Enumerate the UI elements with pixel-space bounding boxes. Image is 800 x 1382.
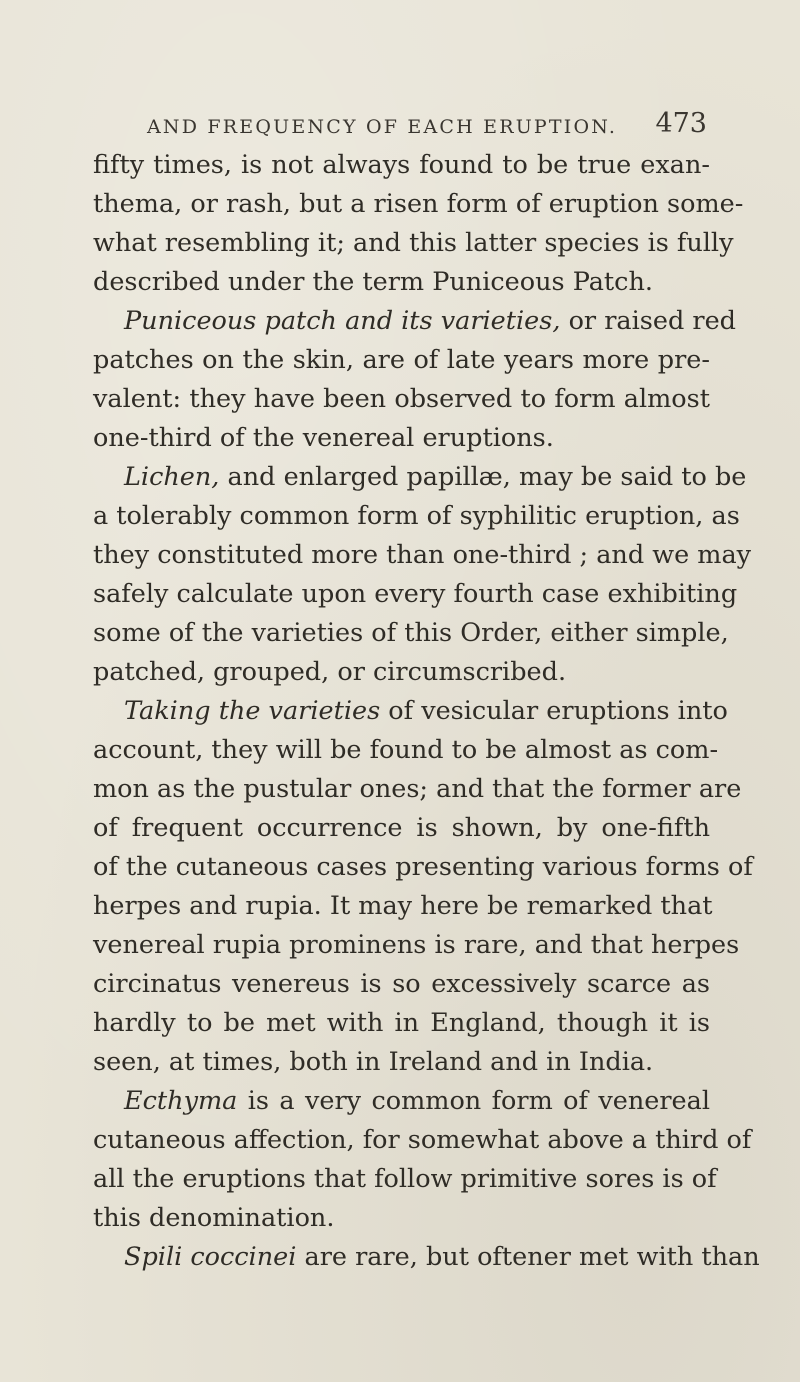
text-line: this denomination. <box>93 1203 335 1233</box>
text-line: seen, at times, both in Ireland and in India. <box>93 1047 654 1077</box>
text-line: mon as the pustular ones; and that the former are <box>93 774 742 804</box>
text-line: one-third of the venereal eruptions. <box>93 423 554 453</box>
text-line: cutaneous affection, for somewhat above a third of <box>93 1125 752 1155</box>
text-line: some of the varieties of this Order, either simple, <box>93 618 729 648</box>
italic-term: Ecthyma <box>124 1086 238 1116</box>
text-line: of the cutaneous cases presenting various forms of <box>93 852 753 882</box>
text-line: valent: they have been observed to form almost <box>93 384 710 414</box>
text-line: hardly to be met with in England, though it is <box>93 1008 710 1038</box>
running-title: AND FREQUENCY OF EACH ERUPTION. <box>147 116 618 138</box>
text-line: a tolerably common form of syphilitic eruption, as <box>93 501 740 531</box>
page-number: 473 <box>655 108 707 139</box>
text-line: venereal rupia prominens is rare, and that herpes <box>93 930 740 960</box>
text-line: all the eruptions that follow primitive sores is of <box>93 1164 717 1194</box>
body-text <box>93 146 760 1277</box>
text-line: thema, or rash, but a risen form of eruption some- <box>93 189 744 219</box>
italic-term: Taking the varieties <box>124 696 381 726</box>
text-line: safely calculate upon every fourth case exhibiting <box>93 579 738 609</box>
paragraph-start-line: Taking the varieties of vesicular eruptions into <box>124 696 728 726</box>
text-line: circinatus venereus is so excessively scarce as <box>93 969 710 999</box>
text-line: patches on the skin, are of late years more pre- <box>93 345 710 375</box>
text-line: account, they will be found to be almost as com- <box>93 735 719 765</box>
text-line: herpes and rupia. It may here be remarked that <box>93 891 713 921</box>
paragraph-start-line: Lichen, and enlarged papillæ, may be said to be <box>124 462 747 492</box>
paragraph-start-line: Puniceous patch and its varieties, or raised red <box>124 306 736 336</box>
text-line: of frequent occurrence is shown, by one-fifth <box>93 813 710 843</box>
text-line: they constituted more than one-third ; and we may <box>93 540 752 570</box>
paragraph-start-line: Ecthyma is a very common form of venereal <box>124 1086 710 1116</box>
text-line: described under the term Puniceous Patch. <box>93 267 653 297</box>
text-line: what resembling it; and this latter species is fully <box>93 228 734 258</box>
italic-term: Puniceous patch and its varieties, <box>124 306 561 336</box>
italic-term: Spili coccinei <box>124 1242 297 1272</box>
running-head <box>147 108 707 148</box>
italic-term: Lichen, <box>124 462 220 492</box>
paragraph-start-line: Spili coccinei are rare, but oftener met with than <box>124 1242 760 1272</box>
text-line: fifty times, is not always found to be true exan- <box>93 150 710 180</box>
text-line: patched, grouped, or circumscribed. <box>93 657 567 687</box>
